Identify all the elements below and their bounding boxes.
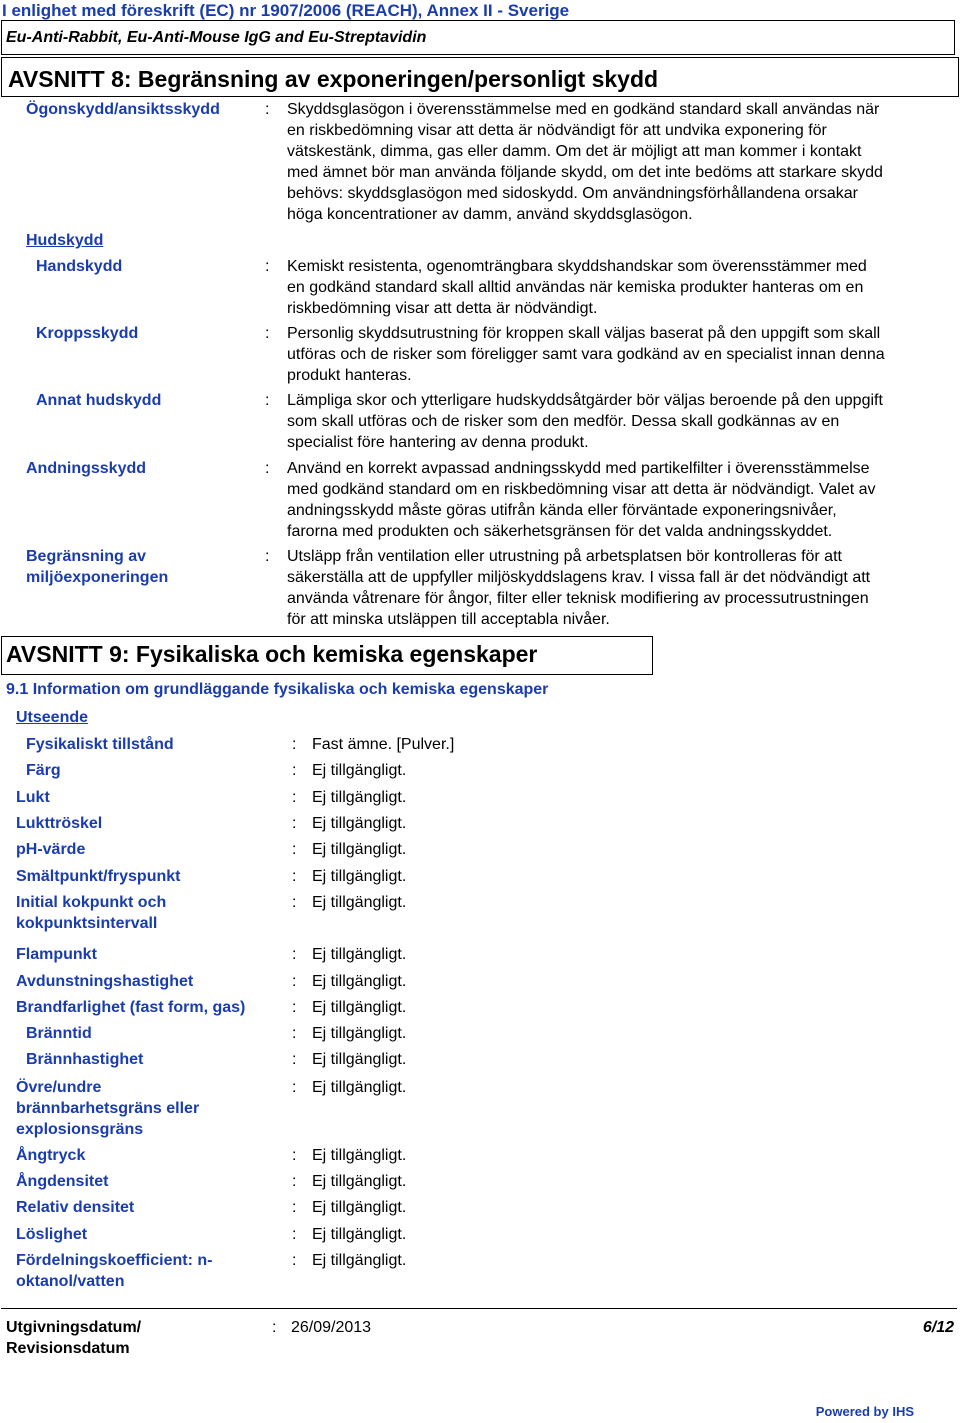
text-line: utföras och de risker som föreligger samt vara godkänd av en specialist innan denna <box>287 346 885 363</box>
environmental-exposure-colon: : <box>265 548 270 565</box>
property-value-relative-density: Ej tillgängligt. <box>312 1199 407 1216</box>
property-colon: : <box>292 736 297 753</box>
property-value-partition-coefficient: Ej tillgängligt. <box>312 1252 407 1269</box>
property-label-relative-density: Relativ densitet <box>16 1199 135 1216</box>
hand-protection-label: Handskydd <box>36 258 123 275</box>
text-line: säkerställa att de uppfyller miljöskyddslagens krav. I vissa fall är det nödvändigt att <box>287 569 871 586</box>
property-colon: : <box>292 841 297 858</box>
property-colon: : <box>292 762 297 779</box>
property-colon: : <box>292 1226 297 1243</box>
text-line: andningsskydd måste göras utifrån kända eller förväntade exponeringsnivåer, <box>287 502 837 519</box>
property-colon: : <box>292 815 297 832</box>
text-line: som skall utföras och de risker som den medför. Dessa skall godkännas av en <box>287 413 840 430</box>
property-colon: : <box>292 1051 297 1068</box>
property-colon: : <box>292 1147 297 1164</box>
property-value-ph: Ej tillgängligt. <box>312 841 407 858</box>
property-label-flash-point: Flampunkt <box>16 946 97 963</box>
text-line: Skyddsglasögon i överensstämmelse med en godkänd standard skall användas när <box>287 101 880 118</box>
section9-heading-box <box>1 636 653 675</box>
property-label-melting-point: Smältpunkt/fryspunkt <box>16 868 181 885</box>
text-line: för att minska utsläppen till acceptabla nivåer. <box>287 611 610 628</box>
text-line: höga koncentrationer av damm, använd skyddsglasögon. <box>287 206 693 223</box>
property-label-odor: Lukt <box>16 789 50 806</box>
text-line: specialist före hantering av denna produkt. <box>287 434 589 451</box>
property-value-vapor-pressure: Ej tillgängligt. <box>312 1147 407 1164</box>
product-name-box <box>1 20 955 55</box>
environmental-exposure-text <box>287 546 959 630</box>
eye-protection-label: Ögonskydd/ansiktsskydd <box>26 101 220 118</box>
property-value-odor-threshold: Ej tillgängligt. <box>312 815 407 832</box>
document-regulation-title: I enlighet med föreskrift (EC) nr 1907/2006 (REACH), Annex II - Sverige <box>2 1 570 20</box>
property-value-melting-point: Ej tillgängligt. <box>312 868 407 885</box>
text-line: behövs: skyddsglasögon med sidoskydd. Om användningsförhållandena orsakar <box>287 185 859 202</box>
product-name: Eu-Anti-Rabbit, Eu-Anti-Mouse IgG and Eu-Streptavidin <box>6 29 427 46</box>
text-line: Använd en korrekt avpassad andningsskydd med partikelfilter i överensstämmelse <box>287 460 870 477</box>
text-line: med godkänd standard om en riskbedömning visar att detta är nödvändigt. Valet av <box>287 481 876 498</box>
property-value-burning-time: Ej tillgängligt. <box>312 1025 407 1042</box>
property-value-flammability: Ej tillgängligt. <box>312 999 407 1016</box>
footer-date-label: Utgivningsdatum/ Revisionsdatum <box>6 1319 142 1357</box>
property-label-ph: pH-värde <box>16 841 86 858</box>
property-colon: : <box>292 1079 297 1096</box>
text-line: Personlig skyddsutrustning för kroppen skall väljas baserat på den uppgift som skall <box>287 325 881 342</box>
property-label-burning-rate: Brännhastighet <box>26 1051 144 1068</box>
property-colon: : <box>292 894 297 911</box>
property-label-burning-time: Bränntid <box>26 1025 92 1042</box>
property-label-evaporation-rate: Avdunstningshastighet <box>16 973 194 990</box>
section9-heading: AVSNITT 9: Fysikaliska och kemiska egenskaper <box>6 641 538 667</box>
label-line: miljöexponeringen <box>26 569 169 586</box>
eye-protection-colon: : <box>265 101 270 118</box>
hand-protection-colon: : <box>265 258 270 275</box>
respiratory-protection-colon: : <box>265 460 270 477</box>
footer-colon: : <box>272 1319 277 1336</box>
text-line: produkt hanteras. <box>287 367 412 384</box>
text-line: farorna med produkten och säkerhetsgränsen för det valda andningsskyddet. <box>287 523 833 540</box>
other-skin-protection-label: Annat hudskydd <box>36 392 162 409</box>
property-label-vapor-density: Ångdensitet <box>16 1173 109 1190</box>
text-line: en godkänd standard skall alltid användas när kemiska produkter hanteras om en <box>287 279 864 296</box>
property-label-flammability: Brandfarlighet (fast form, gas) <box>16 999 246 1016</box>
section8-heading-box <box>1 57 959 97</box>
text-line: vätskestänk, dimma, gas eller damm. Om det är möjligt att man kommer i kontakt <box>287 143 862 160</box>
property-value-evaporation-rate: Ej tillgängligt. <box>312 973 407 990</box>
property-value-flash-point: Ej tillgängligt. <box>312 946 407 963</box>
powered-by-text: Powered by IHS <box>815 1404 914 1419</box>
text-line: använda våtrenare för ångor, filter eller teknisk modifiering av processutrustningen <box>287 590 869 607</box>
footer-date-value: 26/09/2013 <box>291 1319 372 1336</box>
property-colon: : <box>292 1252 297 1269</box>
property-label-boiling-point: Initial kokpunkt och kokpunktsintervall <box>16 894 167 932</box>
section9-1-subheading: 9.1 Information om grundläggande fysikaliska och kemiska egenskaper <box>6 681 549 698</box>
page-number: 6/12 <box>922 1319 954 1336</box>
body-protection-text <box>287 323 959 386</box>
property-value-boiling-point: Ej tillgängligt. <box>312 894 407 911</box>
property-colon: : <box>292 999 297 1016</box>
text-line: en riskbedömning visar att detta är nödvändigt för att undvika exponering för <box>287 122 827 139</box>
body-protection-colon: : <box>265 325 270 342</box>
property-value-odor: Ej tillgängligt. <box>312 789 407 806</box>
property-label-odor-threshold: Lukttröskel <box>16 815 103 832</box>
property-label-explosion-limits: Övre/undre brännbarhetsgräns eller explosionsgräns <box>16 1079 200 1138</box>
body-protection-label: Kroppsskydd <box>36 325 139 342</box>
property-label-partition-coefficient: Fördelningskoefficient: n-oktanol/vatten <box>16 1252 213 1290</box>
respiratory-protection-label: Andningsskydd <box>26 460 147 477</box>
other-skin-protection-colon: : <box>265 392 270 409</box>
property-label-physical-state: Fysikaliskt tillstånd <box>26 736 174 753</box>
text-line: Lämpliga skor och ytterligare hudskyddsåtgärder bör väljas beroende på den uppgift <box>287 392 883 409</box>
other-skin-protection-text <box>287 390 959 453</box>
property-colon: : <box>292 868 297 885</box>
property-colon: : <box>292 946 297 963</box>
property-colon: : <box>292 1199 297 1216</box>
property-value-vapor-density: Ej tillgängligt. <box>312 1173 407 1190</box>
property-label-vapor-pressure: Ångtryck <box>16 1147 86 1164</box>
text-line: riskbedömning visar att detta är nödvändigt. <box>287 300 598 317</box>
hand-protection-text <box>287 256 959 319</box>
text-line: Utsläpp från ventilation eller utrustning på arbetsplatsen bör kontrolleras för att <box>287 548 842 565</box>
eye-protection-text <box>287 99 959 225</box>
text-line: med ämnet bör man använda följande skydd, om det inte bedöms att starkare skydd <box>287 164 883 181</box>
footer-divider <box>1 1308 957 1309</box>
property-label-solubility: Löslighet <box>16 1226 88 1243</box>
property-value-physical-state: Fast ämne. [Pulver.] <box>312 736 455 753</box>
label-line: Begränsning av <box>26 548 147 565</box>
text-line: Kemiskt resistenta, ogenomträngbara skyddshandskar som överensstämmer med <box>287 258 867 275</box>
property-colon: : <box>292 1173 297 1190</box>
appearance-heading: Utseende <box>16 709 89 726</box>
property-value-solubility: Ej tillgängligt. <box>312 1226 407 1243</box>
property-label-color: Färg <box>26 762 61 779</box>
property-value-burning-rate: Ej tillgängligt. <box>312 1051 407 1068</box>
property-value-explosion-limits: Ej tillgängligt. <box>312 1079 407 1096</box>
section8-heading: AVSNITT 8: Begränsning av exponeringen/personligt skydd <box>8 66 659 92</box>
property-colon: : <box>292 973 297 990</box>
respiratory-protection-text <box>287 458 959 542</box>
property-colon: : <box>292 789 297 806</box>
property-value-color: Ej tillgängligt. <box>312 762 407 779</box>
environmental-exposure-label <box>26 546 168 588</box>
skin-protection-heading: Hudskydd <box>26 232 104 249</box>
property-colon: : <box>292 1025 297 1042</box>
